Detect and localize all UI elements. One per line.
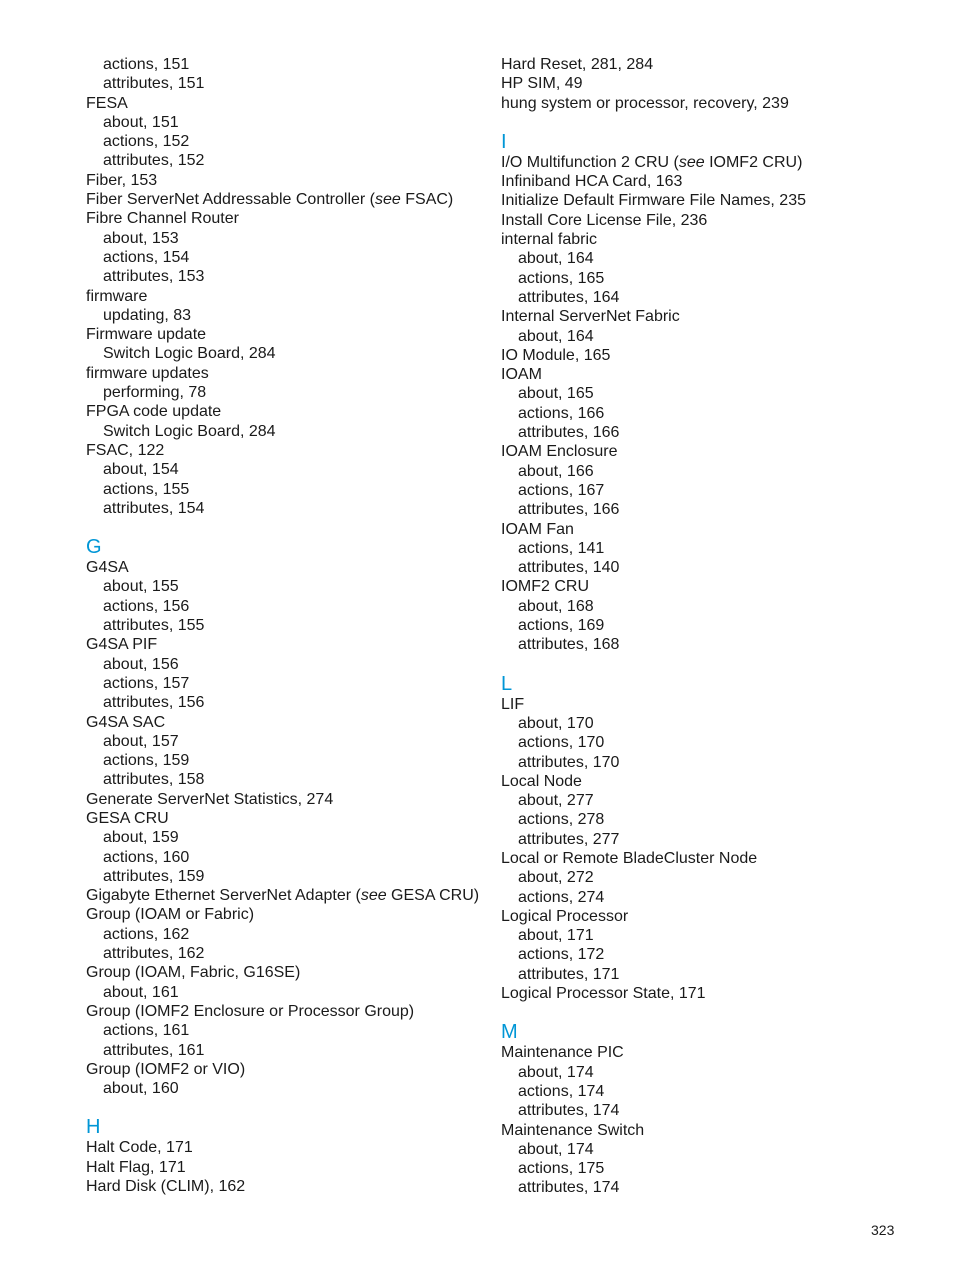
index-entry: G4SA (86, 559, 129, 577)
index-subentry: actions, 161 (103, 1022, 190, 1040)
index-entry: Halt Flag, 171 (86, 1158, 186, 1176)
index-subentry: actions, 278 (518, 811, 605, 829)
index-subentry: attributes, 155 (103, 617, 205, 635)
see-reference: see (678, 153, 705, 171)
index-subentry: attributes, 170 (518, 753, 620, 771)
index-entry: HP SIM, 49 (501, 75, 583, 93)
index-subentry: Switch Logic Board, 284 (103, 422, 276, 440)
index-entry: Hard Reset, 281, 284 (501, 56, 654, 73)
index-subentry: about, 159 (103, 829, 179, 847)
index-subentry: attributes, 161 (103, 1041, 205, 1059)
index-entry: Local or Remote BladeCluster Node (501, 849, 758, 867)
index-subentry: actions, 141 (518, 539, 605, 557)
index-subentry: about, 174 (518, 1140, 594, 1158)
index-entry: IOAM (501, 366, 542, 384)
index-subentry: actions, 274 (518, 888, 605, 906)
index-subentry: attributes, 158 (103, 771, 205, 789)
index-subentry: actions, 167 (518, 481, 605, 499)
index-subentry: attributes, 168 (518, 636, 620, 654)
index-letter-heading: I (501, 130, 507, 153)
index-subentry: actions, 170 (518, 734, 605, 752)
index-letter-heading: G (86, 536, 102, 559)
index-column-right (501, 55, 921, 1198)
see-reference: see (375, 191, 401, 209)
index-subentry: about, 155 (103, 578, 179, 596)
index-subentry: about, 164 (518, 327, 594, 345)
index-subentry: actions, 175 (518, 1160, 605, 1178)
index-entry: Fibre Channel Router (86, 210, 239, 228)
index-subentry: actions, 155 (103, 480, 190, 498)
index-entry: Halt Code, 171 (86, 1139, 193, 1157)
index-entry: G4SA SAC (86, 713, 166, 731)
index-subentry: attributes, 166 (518, 424, 620, 442)
index-entry: Generate ServerNet Statistics, 274 (86, 790, 334, 808)
index-entry: Group (IOAM or Fabric) (86, 906, 255, 924)
index-subentry: about, 156 (103, 655, 179, 673)
index-entry: Group (IOMF2 Enclosure or Processor Group) (86, 1002, 415, 1020)
index-subentry: about, 164 (518, 250, 594, 268)
index-entry: FESA (86, 94, 128, 112)
index-entry: Install Core License File, 236 (501, 211, 708, 229)
entry-text: IOMF2 CRU) (704, 153, 803, 171)
index-subentry: Switch Logic Board, 284 (103, 345, 276, 363)
index-entry: IOAM Fan (501, 520, 574, 538)
index-subentry: about, 272 (518, 869, 594, 887)
index-letter-heading: M (501, 1021, 518, 1044)
index-entry: Local Node (501, 772, 582, 790)
index-subentry: actions, 152 (103, 133, 190, 151)
index-entry: Group (IOMF2 or VIO) (86, 1060, 246, 1078)
index-entry: Hard Disk (CLIM), 162 (86, 1178, 246, 1196)
index-entry: Initialize Default Firmware File Names, 235 (501, 192, 806, 210)
index-subentry: about, 154 (103, 461, 179, 479)
index-subentry: attributes, 153 (103, 268, 205, 286)
page-number: 323 (871, 1222, 895, 1238)
index-subentry: actions, 174 (518, 1082, 605, 1100)
index-subentry: actions, 156 (103, 597, 190, 615)
index-subentry: actions, 166 (518, 404, 605, 422)
entry-text: Fiber ServerNet Addressable Controller ( (86, 191, 376, 209)
index-entry: FPGA code update (86, 403, 222, 421)
index-subentry: actions, 157 (103, 674, 190, 692)
index-subentry: actions, 159 (103, 752, 190, 770)
index-entry: Logical Processor (501, 907, 629, 925)
index-subentry: attributes, 152 (103, 152, 205, 170)
index-subentry: actions, 162 (103, 925, 190, 943)
index-entry: Firmware update (86, 326, 207, 344)
see-reference: see (360, 887, 387, 905)
index-subentry: about, 171 (518, 927, 594, 945)
index-subentry: about, 161 (103, 983, 179, 1001)
index-entry: G4SA PIF (86, 636, 158, 654)
index-entry: firmware (86, 287, 148, 305)
index-letter-heading: L (501, 672, 513, 695)
index-subentry: attributes, 140 (518, 559, 620, 577)
index-entry (501, 153, 921, 172)
index-entry: IOMF2 CRU (501, 578, 589, 596)
entry-text: I/O Multifunction 2 CRU ( (501, 153, 679, 171)
index-subentry: about, 277 (518, 792, 594, 810)
index-subentry: attributes, 277 (518, 830, 620, 848)
index-subentry: attributes, 164 (518, 288, 620, 306)
index-subentry: about, 153 (103, 229, 179, 247)
index-subentry: actions, 169 (518, 617, 605, 635)
index-entry: Logical Processor State, 171 (501, 985, 706, 1003)
index-letter-heading: H (86, 1116, 101, 1139)
index-entry: Fiber, 153 (86, 171, 158, 189)
index-entry: hung system or processor, recovery, 239 (501, 94, 789, 112)
index-subentry: about, 170 (518, 714, 594, 732)
index-column-left (86, 55, 486, 1196)
index-subentry: attributes, 159 (103, 867, 205, 885)
index-subentry: attributes, 156 (103, 694, 205, 712)
index-entry: IOAM Enclosure (501, 443, 618, 461)
index-subentry: attributes, 154 (103, 499, 205, 517)
entry-text: GESA CRU) (386, 887, 480, 905)
index-entry: GESA CRU (86, 809, 169, 827)
index-subentry: about, 160 (103, 1080, 179, 1098)
index-subentry: performing, 78 (103, 384, 207, 402)
index-subentry: attributes, 174 (518, 1179, 620, 1197)
index-subentry: about, 165 (518, 385, 594, 403)
index-subentry: about, 157 (103, 732, 179, 750)
index-subentry: actions, 172 (518, 946, 605, 964)
index-subentry: attributes, 171 (518, 965, 620, 983)
index-subentry: actions, 160 (103, 848, 190, 866)
index-entry: internal fabric (501, 231, 598, 249)
index-entry (86, 886, 486, 905)
index-subentry: attributes, 162 (103, 945, 205, 963)
index-entry: Maintenance Switch (501, 1121, 645, 1139)
index-entry: LIF (501, 695, 525, 713)
index-entry: FSAC, 122 (86, 441, 165, 459)
index-entry: IO Module, 165 (501, 346, 611, 364)
index-subentry: about, 174 (518, 1063, 594, 1081)
index-subentry: actions, 154 (103, 248, 190, 266)
index-subentry: actions, 151 (103, 56, 190, 73)
index-subentry: about, 151 (103, 113, 179, 131)
index-subentry: updating, 83 (103, 306, 192, 324)
index-entry: Group (IOAM, Fabric, G16SE) (86, 964, 301, 982)
index-entry (86, 190, 486, 209)
index-subentry: attributes, 166 (518, 501, 620, 519)
index-subentry: attributes, 151 (103, 75, 205, 93)
index-subentry: about, 166 (518, 462, 594, 480)
entry-text: Gigabyte Ethernet ServerNet Adapter ( (86, 887, 361, 905)
index-entry: firmware updates (86, 364, 209, 382)
index-entry: Maintenance PIC (501, 1044, 624, 1062)
index-subentry: attributes, 174 (518, 1102, 620, 1120)
index-subentry: actions, 165 (518, 269, 605, 287)
index-subentry: about, 168 (518, 597, 594, 615)
index-entry: Internal ServerNet Fabric (501, 308, 680, 326)
index-entry: Infiniband HCA Card, 163 (501, 173, 683, 191)
entry-text: FSAC) (400, 191, 454, 209)
